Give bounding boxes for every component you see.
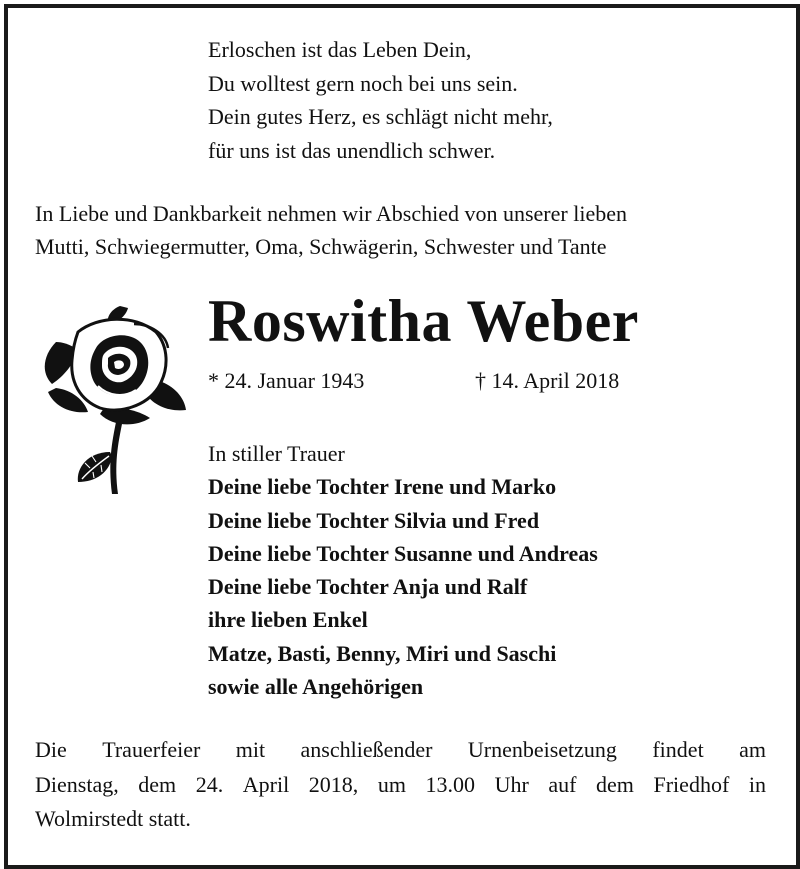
mourner-line: sowie alle Angehörigen [208, 674, 424, 700]
mourners-list [208, 437, 598, 703]
mourner-line: Deine liebe Tochter Susanne und Andreas [208, 540, 598, 566]
poem [208, 33, 553, 167]
funeral-line: Wolmirstedt statt. [35, 806, 191, 831]
death-date: † 14. April 2018 [475, 368, 620, 393]
funeral-line: Dienstag, dem 24. April 2018, um 13.00 Uhr auf dem Friedhof in [35, 771, 766, 797]
mourner-line: ihre lieben Enkel [208, 607, 368, 633]
poem-line: Dein gutes Herz, es schlägt nicht mehr, [208, 104, 553, 129]
poem-line: Du wolltest gern noch bei uns sein. [208, 70, 518, 96]
birth-date: * 24. Januar 1943 [208, 368, 365, 393]
mourner-line: Deine liebe Tochter Silvia und Fred [208, 507, 540, 533]
mourner-line: Deine liebe Tochter Anja und Ralf [208, 574, 528, 600]
intro-line: In Liebe und Dankbarkeit nehmen wir Abschied von unserer lieben [35, 201, 627, 226]
intro-text [35, 197, 627, 263]
mourner-line: Deine liebe Tochter Irene und Marko [208, 474, 557, 500]
mourning-heading: In stiller Trauer [208, 441, 345, 466]
poem-line: für uns ist das unendlich schwer. [208, 137, 496, 163]
funeral-line: Die Trauerfeier mit anschließender Urnenbeisetzung findet am [35, 737, 766, 762]
poem-line: Erloschen ist das Leben Dein, [208, 37, 472, 62]
funeral-notice [35, 733, 766, 837]
mourner-line: Matze, Basti, Benny, Miri und Saschi [208, 640, 557, 666]
deceased-name: Roswitha Weber [208, 288, 639, 354]
intro-line: Mutti, Schwiegermutter, Oma, Schwägerin, Schwester und Tante [35, 234, 607, 259]
rose-icon [38, 302, 190, 498]
